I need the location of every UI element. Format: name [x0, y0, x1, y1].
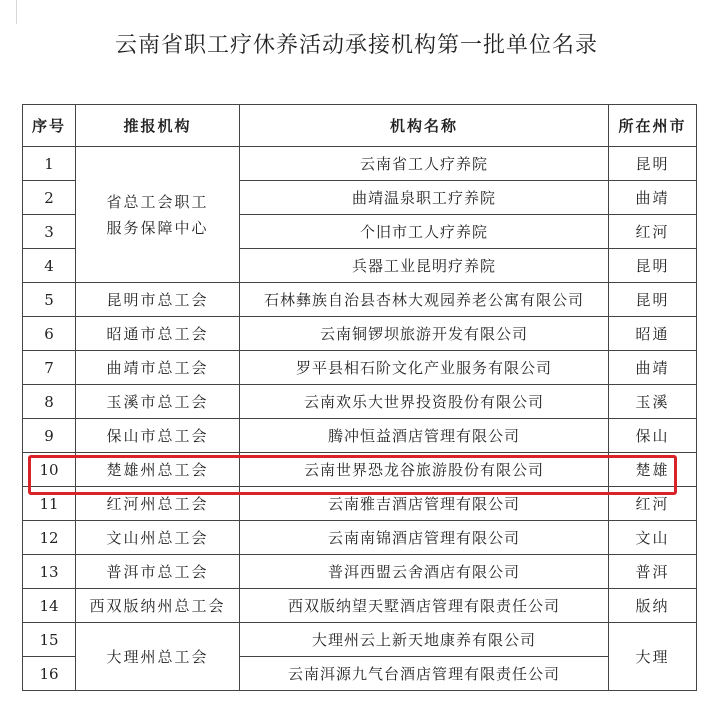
- row-no: 10: [23, 453, 76, 487]
- table-row: [23, 283, 697, 317]
- row-city: 曲靖: [609, 351, 697, 385]
- table-row: [23, 487, 697, 521]
- row-name: 云南洱源九气台酒店管理有限责任公司: [240, 657, 609, 691]
- row-name: 西双版纳望天墅酒店管理有限责任公司: [240, 589, 609, 623]
- row-no: 9: [23, 419, 76, 453]
- document-title: 云南省职工疗休养活动承接机构第一批单位名录: [114, 33, 598, 58]
- row-city: 普洱: [609, 555, 697, 589]
- row-name: 普洱西盟云舍酒店有限公司: [240, 555, 609, 589]
- row-no: 8: [23, 385, 76, 419]
- row-no: 11: [23, 487, 76, 521]
- table-row: [23, 317, 697, 351]
- row-name: 云南铜锣坝旅游开发有限公司: [240, 317, 609, 351]
- row-unit: 文山州总工会: [76, 521, 240, 555]
- row-unit: 曲靖市总工会: [76, 351, 240, 385]
- row-no: 7: [23, 351, 76, 385]
- row-city: 大理: [609, 623, 697, 691]
- row-name: 罗平县相石阶文化产业服务有限公司: [240, 351, 609, 385]
- row-name: 腾冲恒益酒店管理有限公司: [240, 419, 609, 453]
- table-row: [23, 623, 697, 657]
- unit-line: 服务保障中心: [106, 218, 209, 237]
- row-no: 15: [23, 623, 76, 657]
- row-name: 兵器工业昆明疗养院: [240, 249, 609, 283]
- table-row: [23, 385, 697, 419]
- page-corner-mark: [16, 0, 17, 24]
- table-header-row: [23, 105, 697, 147]
- row-city: 昆明: [609, 249, 697, 283]
- row-city: 版纳: [609, 589, 697, 623]
- row-no: 1: [23, 147, 76, 181]
- row-no: 4: [23, 249, 76, 283]
- unit-line: 省总工会职工: [106, 192, 209, 211]
- row-city: 昆明: [609, 147, 697, 181]
- header-unit: 推报机构: [76, 105, 240, 147]
- row-name: 云南世界恐龙谷旅游股份有限公司: [240, 453, 609, 487]
- row-city: 文山: [609, 521, 697, 555]
- row-city: 曲靖: [609, 181, 697, 215]
- row-unit-dali: 大理州总工会: [76, 623, 240, 691]
- row-no: 12: [23, 521, 76, 555]
- table-row: [23, 419, 697, 453]
- row-name: 云南省工人疗养院: [240, 147, 609, 181]
- row-no: 3: [23, 215, 76, 249]
- row-name: 云南欢乐大世界投资股份有限公司: [240, 385, 609, 419]
- row-city: 楚雄: [609, 453, 697, 487]
- row-unit: 昆明市总工会: [76, 283, 240, 317]
- row-no: 6: [23, 317, 76, 351]
- row-city: 昆明: [609, 283, 697, 317]
- table-row: [23, 555, 697, 589]
- table-row: [23, 521, 697, 555]
- institution-table: [22, 104, 697, 691]
- row-city: 玉溪: [609, 385, 697, 419]
- row-unit: 昭通市总工会: [76, 317, 240, 351]
- row-no: 14: [23, 589, 76, 623]
- row-name: 曲靖温泉职工疗养院: [240, 181, 609, 215]
- row-unit-provincial: [76, 147, 240, 283]
- row-unit: 楚雄州总工会: [76, 453, 240, 487]
- row-no: 13: [23, 555, 76, 589]
- row-name: 石林彝族自治县杏林大观园养老公寓有限公司: [240, 283, 609, 317]
- row-unit: 普洱市总工会: [76, 555, 240, 589]
- row-city: 红河: [609, 215, 697, 249]
- table-row-highlighted: [23, 453, 697, 487]
- row-no: 5: [23, 283, 76, 317]
- row-city: 保山: [609, 419, 697, 453]
- row-no: 2: [23, 181, 76, 215]
- row-no: 16: [23, 657, 76, 691]
- row-city: 昭通: [609, 317, 697, 351]
- row-name: 云南雅吉酒店管理有限公司: [240, 487, 609, 521]
- header-name: 机构名称: [240, 105, 609, 147]
- row-unit: 红河州总工会: [76, 487, 240, 521]
- table-row: [23, 589, 697, 623]
- row-name: 个旧市工人疗养院: [240, 215, 609, 249]
- row-unit: 玉溪市总工会: [76, 385, 240, 419]
- header-no: 序号: [23, 105, 76, 147]
- header-city: 所在州市: [609, 105, 697, 147]
- table-row: [23, 351, 697, 385]
- row-unit: 保山市总工会: [76, 419, 240, 453]
- row-city: 红河: [609, 487, 697, 521]
- table-row: [23, 147, 697, 181]
- row-unit: 西双版纳州总工会: [76, 589, 240, 623]
- row-name: 大理州云上新天地康养有限公司: [240, 623, 609, 657]
- row-name: 云南南锦酒店管理有限公司: [240, 521, 609, 555]
